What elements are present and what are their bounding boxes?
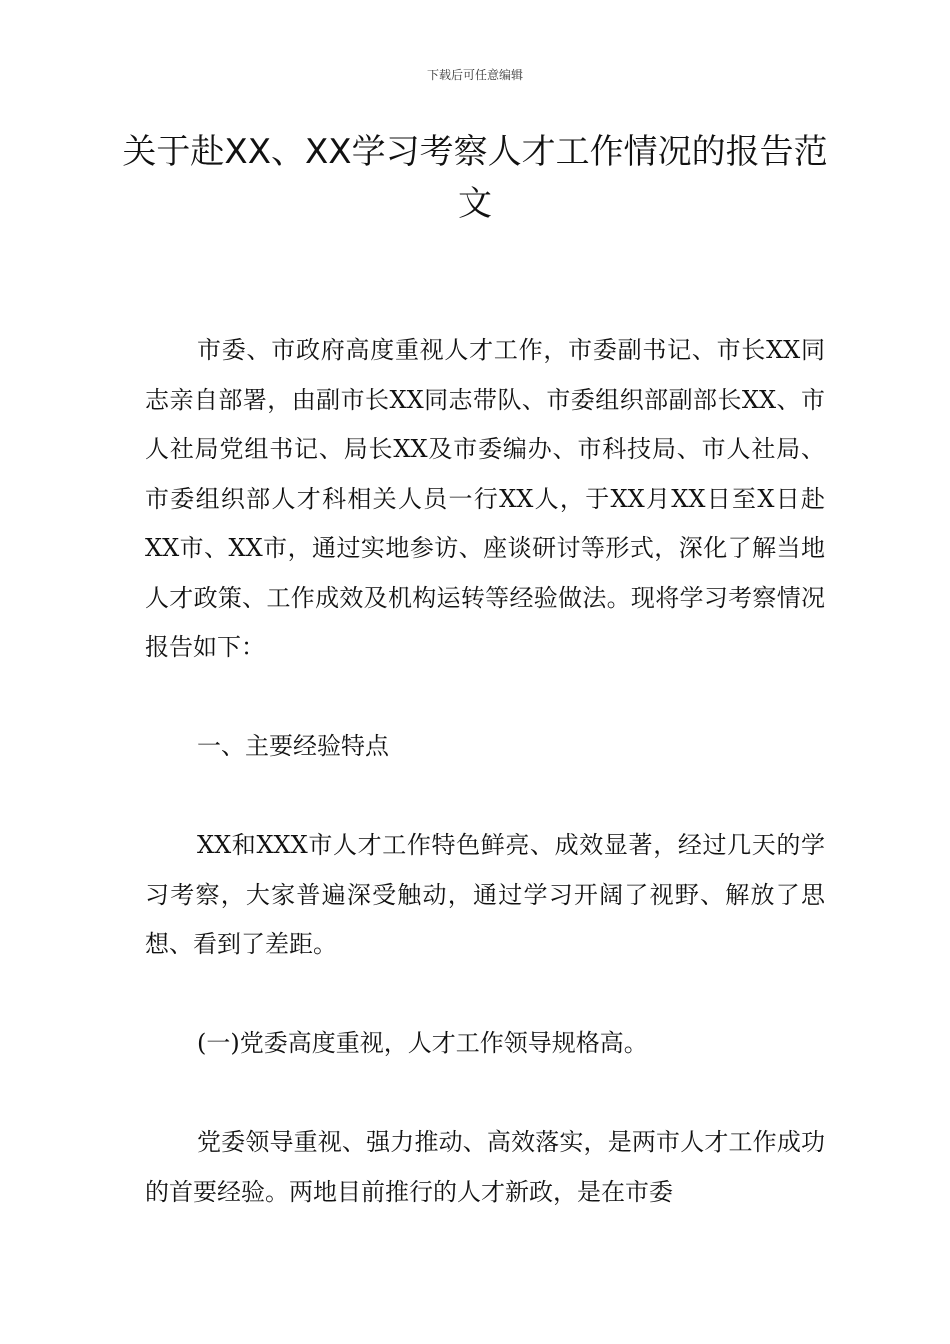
header-note: 下载后可任意编辑: [426, 68, 523, 82]
paragraph-party-leadership: 党委领导重视、强力推动、高效落实，是两市人才工作成功的首要经验。两地目前推行的人才新政，是在市委: [145, 1128, 825, 1206]
paragraph-summary: XX和XXX市人才工作特色鲜亮、成效显著，经过几天的学习考察，大家普遍深受触动，通过学习开阔了视野、解放了思想、看到了差距。: [145, 831, 825, 958]
document-title: 关于赴XX、XX学习考察人才工作情况的报告范文: [122, 132, 828, 224]
subsection-heading-1: (一)党委高度重视，人才工作领导规格高。: [197, 1029, 648, 1057]
paragraph-intro: 市委、市政府高度重视人才工作，市委副书记、市长XX同志亲自部署，由副市长XX同志带队、市委组织部副部长XX、市人社局党组书记、局长XX及市委编办、市科技局、市人社局、市委组织部人才科相关人员一行XX人，于XX月XX日至X日赴XX市、XX市，通过实地参访、座谈研讨等形式，深化了解当地人才政策、工作成效及机构运转等经验做法。现将学习考察情况报告如下：: [145, 336, 825, 661]
document-body: [145, 326, 825, 1217]
section-heading-1: 一、主要经验特点: [197, 732, 389, 760]
